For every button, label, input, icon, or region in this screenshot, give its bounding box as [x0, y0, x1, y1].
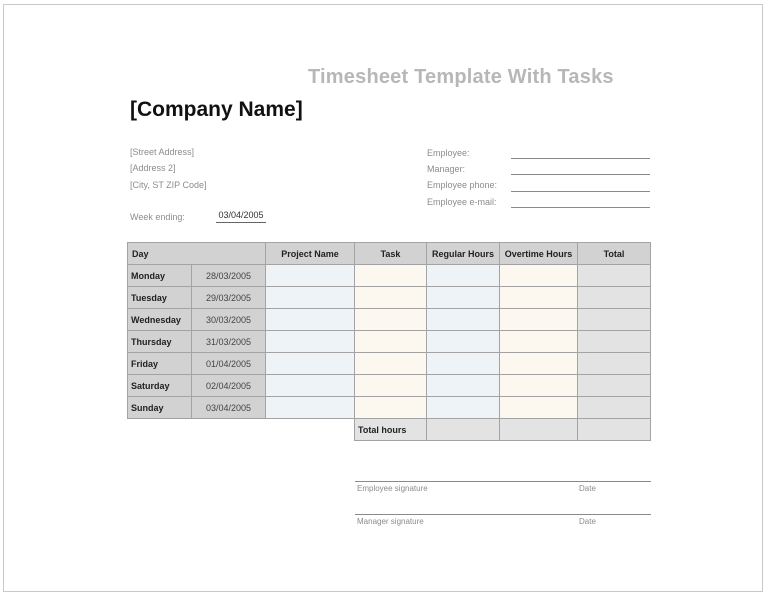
- task-cell[interactable]: [355, 309, 427, 331]
- employee-email-label: Employee e-mail:: [427, 197, 497, 207]
- street-address[interactable]: [Street Address]: [130, 147, 195, 157]
- task-cell[interactable]: [355, 375, 427, 397]
- date-cell[interactable]: 30/03/2005: [192, 309, 266, 331]
- day-cell: Saturday: [128, 375, 192, 397]
- regular-hours-cell[interactable]: [427, 375, 500, 397]
- day-cell: Tuesday: [128, 287, 192, 309]
- manager-signature-label: Manager signature: [357, 517, 424, 526]
- table-row: [128, 375, 651, 397]
- header-task: Task: [355, 243, 427, 265]
- total-cell[interactable]: [578, 287, 651, 309]
- date-cell[interactable]: 31/03/2005: [192, 331, 266, 353]
- overtime-hours-cell[interactable]: [500, 309, 578, 331]
- total-all-hours[interactable]: [578, 419, 651, 441]
- day-cell: Monday: [128, 265, 192, 287]
- project-cell[interactable]: [266, 265, 355, 287]
- timesheet-table: [127, 242, 651, 441]
- task-cell[interactable]: [355, 397, 427, 419]
- manager-signature-line[interactable]: [355, 514, 651, 515]
- project-cell[interactable]: [266, 397, 355, 419]
- employee-signature-line[interactable]: [355, 481, 651, 482]
- day-cell: Wednesday: [128, 309, 192, 331]
- table-header-row: [128, 243, 651, 265]
- table-row: [128, 309, 651, 331]
- header-total: Total: [578, 243, 651, 265]
- overtime-hours-cell[interactable]: [500, 265, 578, 287]
- overtime-hours-cell[interactable]: [500, 353, 578, 375]
- document-title: Timesheet Template With Tasks: [308, 66, 614, 88]
- header-project-name: Project Name: [266, 243, 355, 265]
- manager-label: Manager:: [427, 164, 466, 174]
- day-cell: Thursday: [128, 331, 192, 353]
- total-cell[interactable]: [578, 397, 651, 419]
- table-row: [128, 265, 651, 287]
- regular-hours-cell[interactable]: [427, 287, 500, 309]
- week-ending-field[interactable]: 03/04/2005: [216, 210, 266, 223]
- task-cell[interactable]: [355, 353, 427, 375]
- employee-signature-label: Employee signature: [357, 484, 428, 493]
- total-cell[interactable]: [578, 331, 651, 353]
- project-cell[interactable]: [266, 309, 355, 331]
- date-cell[interactable]: 01/04/2005: [192, 353, 266, 375]
- day-cell: Sunday: [128, 397, 192, 419]
- total-cell[interactable]: [578, 265, 651, 287]
- overtime-hours-cell[interactable]: [500, 287, 578, 309]
- task-cell[interactable]: [355, 265, 427, 287]
- total-regular-hours[interactable]: [427, 419, 500, 441]
- date-cell[interactable]: 02/04/2005: [192, 375, 266, 397]
- regular-hours-cell[interactable]: [427, 397, 500, 419]
- overtime-hours-cell[interactable]: [500, 331, 578, 353]
- total-hours-row: [128, 419, 651, 441]
- header-overtime-hours: Overtime Hours: [500, 243, 578, 265]
- task-cell[interactable]: [355, 331, 427, 353]
- total-cell[interactable]: [578, 353, 651, 375]
- project-cell[interactable]: [266, 375, 355, 397]
- regular-hours-cell[interactable]: [427, 309, 500, 331]
- city-state-zip[interactable]: [City, ST ZIP Code]: [130, 180, 207, 190]
- employee-field[interactable]: [511, 158, 650, 159]
- date-cell[interactable]: 29/03/2005: [192, 287, 266, 309]
- date-cell[interactable]: 28/03/2005: [192, 265, 266, 287]
- total-overtime-hours[interactable]: [500, 419, 578, 441]
- blank-spacer: [128, 419, 355, 441]
- table-row: [128, 397, 651, 419]
- header-regular-hours: Regular Hours: [427, 243, 500, 265]
- date-cell[interactable]: 03/04/2005: [192, 397, 266, 419]
- table-row: [128, 331, 651, 353]
- overtime-hours-cell[interactable]: [500, 397, 578, 419]
- employee-email-field[interactable]: [511, 207, 650, 208]
- week-ending-label: Week ending:: [130, 212, 185, 222]
- table-row: [128, 287, 651, 309]
- manager-date-label: Date: [579, 517, 596, 526]
- header-day: Day: [128, 243, 266, 265]
- total-hours-label: Total hours: [355, 419, 427, 441]
- employee-date-label: Date: [579, 484, 596, 493]
- total-cell[interactable]: [578, 375, 651, 397]
- project-cell[interactable]: [266, 331, 355, 353]
- project-cell[interactable]: [266, 287, 355, 309]
- project-cell[interactable]: [266, 353, 355, 375]
- company-name[interactable]: [Company Name]: [130, 98, 303, 121]
- employee-phone-field[interactable]: [511, 191, 650, 192]
- regular-hours-cell[interactable]: [427, 331, 500, 353]
- regular-hours-cell[interactable]: [427, 265, 500, 287]
- overtime-hours-cell[interactable]: [500, 375, 578, 397]
- table-row: [128, 353, 651, 375]
- day-cell: Friday: [128, 353, 192, 375]
- regular-hours-cell[interactable]: [427, 353, 500, 375]
- employee-label: Employee:: [427, 148, 470, 158]
- total-cell[interactable]: [578, 309, 651, 331]
- employee-phone-label: Employee phone:: [427, 180, 498, 190]
- task-cell[interactable]: [355, 287, 427, 309]
- address-line-2[interactable]: [Address 2]: [130, 163, 176, 173]
- manager-field[interactable]: [511, 174, 650, 175]
